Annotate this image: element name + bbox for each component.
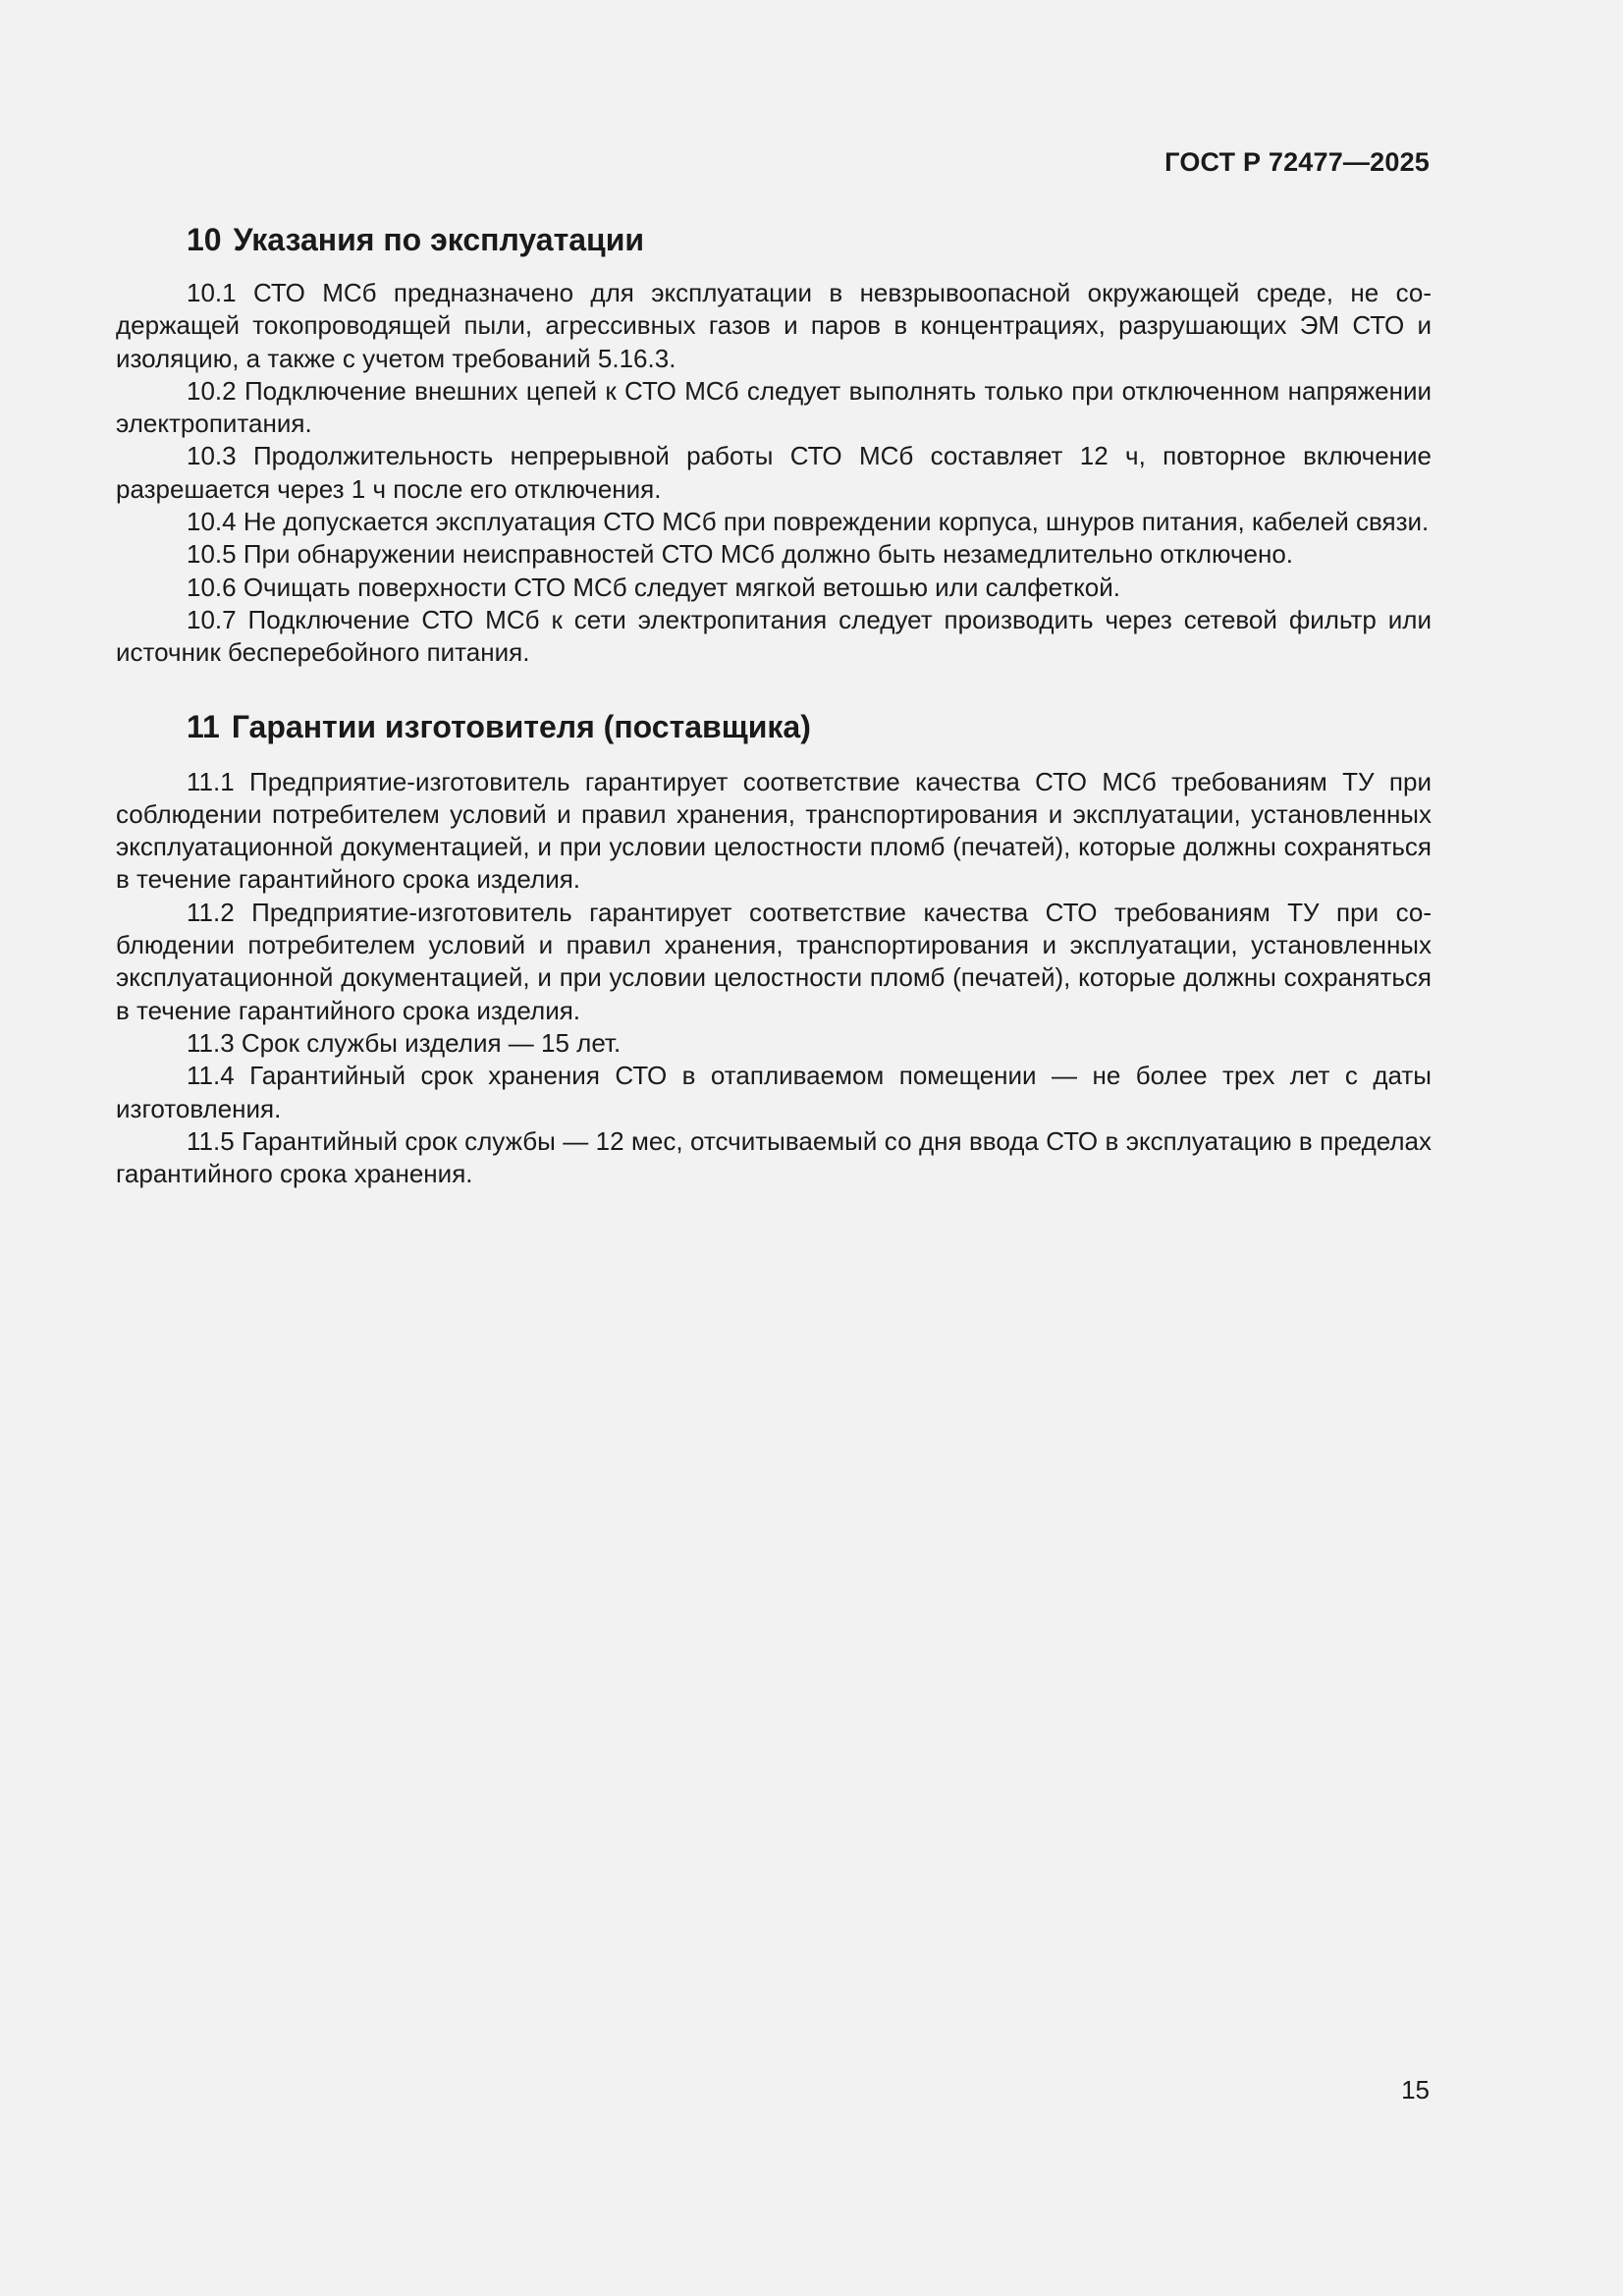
paragraph-10-7: 10.7 Подключение СТО МСб к сети электропитания следует производить через сетевой фильтр или источник бесперебойного питания. bbox=[116, 604, 1432, 668]
paragraph-10-1: 10.1 СТО МСб предназначено для эксплуатации в невзрывоопасной окружающей среде, не содержащей токопроводящей пыли, агрессивных газов и паров в концентрациях, разрушающих ЭМ СТО и изоляцию, а также с учетом требований 5.16.3. bbox=[116, 278, 1432, 373]
paragraph-10-6: 10.6 Очищать поверхности СТО МСб следует мягкой ветошью или салфеткой. bbox=[187, 572, 1121, 602]
section-title: Указания по эксплуатации bbox=[233, 222, 645, 257]
paragraph-10-2: 10.2 Подключение внешних цепей к СТО МСб следует выполнять только при отключенном напряжении электропитания. bbox=[116, 375, 1432, 439]
document-header: ГОСТ Р 72477—2025 bbox=[1164, 147, 1430, 177]
paragraph-11-4: 11.4 Гарантийный срок хранения СТО в отапливаемом помещении — не более трех лет с даты изготовления. bbox=[116, 1061, 1432, 1123]
paragraph-10-4: 10.4 Не допускается эксплуатация СТО МСб при повреждении корпуса, шнуров питания, кабелей связи. bbox=[187, 507, 1430, 537]
page-number: 15 bbox=[1401, 2075, 1430, 2105]
section-number: 10 bbox=[187, 222, 222, 257]
paragraph-11-3: 11.3 Срок службы изделия — 15 лет. bbox=[187, 1027, 622, 1058]
section-11-heading bbox=[116, 707, 1432, 746]
paragraph-11-5: 11.5 Гарантийный срок службы — 12 мес, отсчитываемый со дня ввода СТО в эксплуатацию в пределах гарантийного срока хранения. bbox=[116, 1125, 1432, 1189]
document-body bbox=[116, 220, 1432, 1190]
section-number: 11 bbox=[187, 708, 220, 744]
section-title: Гарантии изготовителя (поставщика) bbox=[231, 708, 811, 744]
section-10-heading bbox=[116, 220, 1432, 259]
paragraph-11-2: 11.2 Предприятие-изготовитель гарантирует соответствие качества СТО требованиям ТУ при соблюдении потребителем условий и правил хранения, транспортирования и эксплуатации, установленных эксплуатационной документацией, и при условии целостности пломб (печатей), которые должны сохраняться в течение гарантийного срока изделия. bbox=[116, 897, 1432, 1025]
paragraph-10-3: 10.3 Продолжительность непрерывной работы СТО МСб составляет 12 ч, повторное включение разрешается через 1 ч после его отключения. bbox=[116, 441, 1432, 504]
paragraph-10-5: 10.5 При обнаружении неисправностей СТО МСб должно быть незамедлительно отключено. bbox=[187, 539, 1294, 570]
paragraph-11-1: 11.1 Предприятие-изготовитель гарантирует соответствие качества СТО МСб требованиям ТУ при соблюдении потребителем условий и правил хранения, транспортирования и эксплуатации, установленных эксплуатационной документацией, и при условии целостности пломб (печатей), которые должны сохраняться в течение гарантийного срока изделия. bbox=[116, 766, 1432, 895]
